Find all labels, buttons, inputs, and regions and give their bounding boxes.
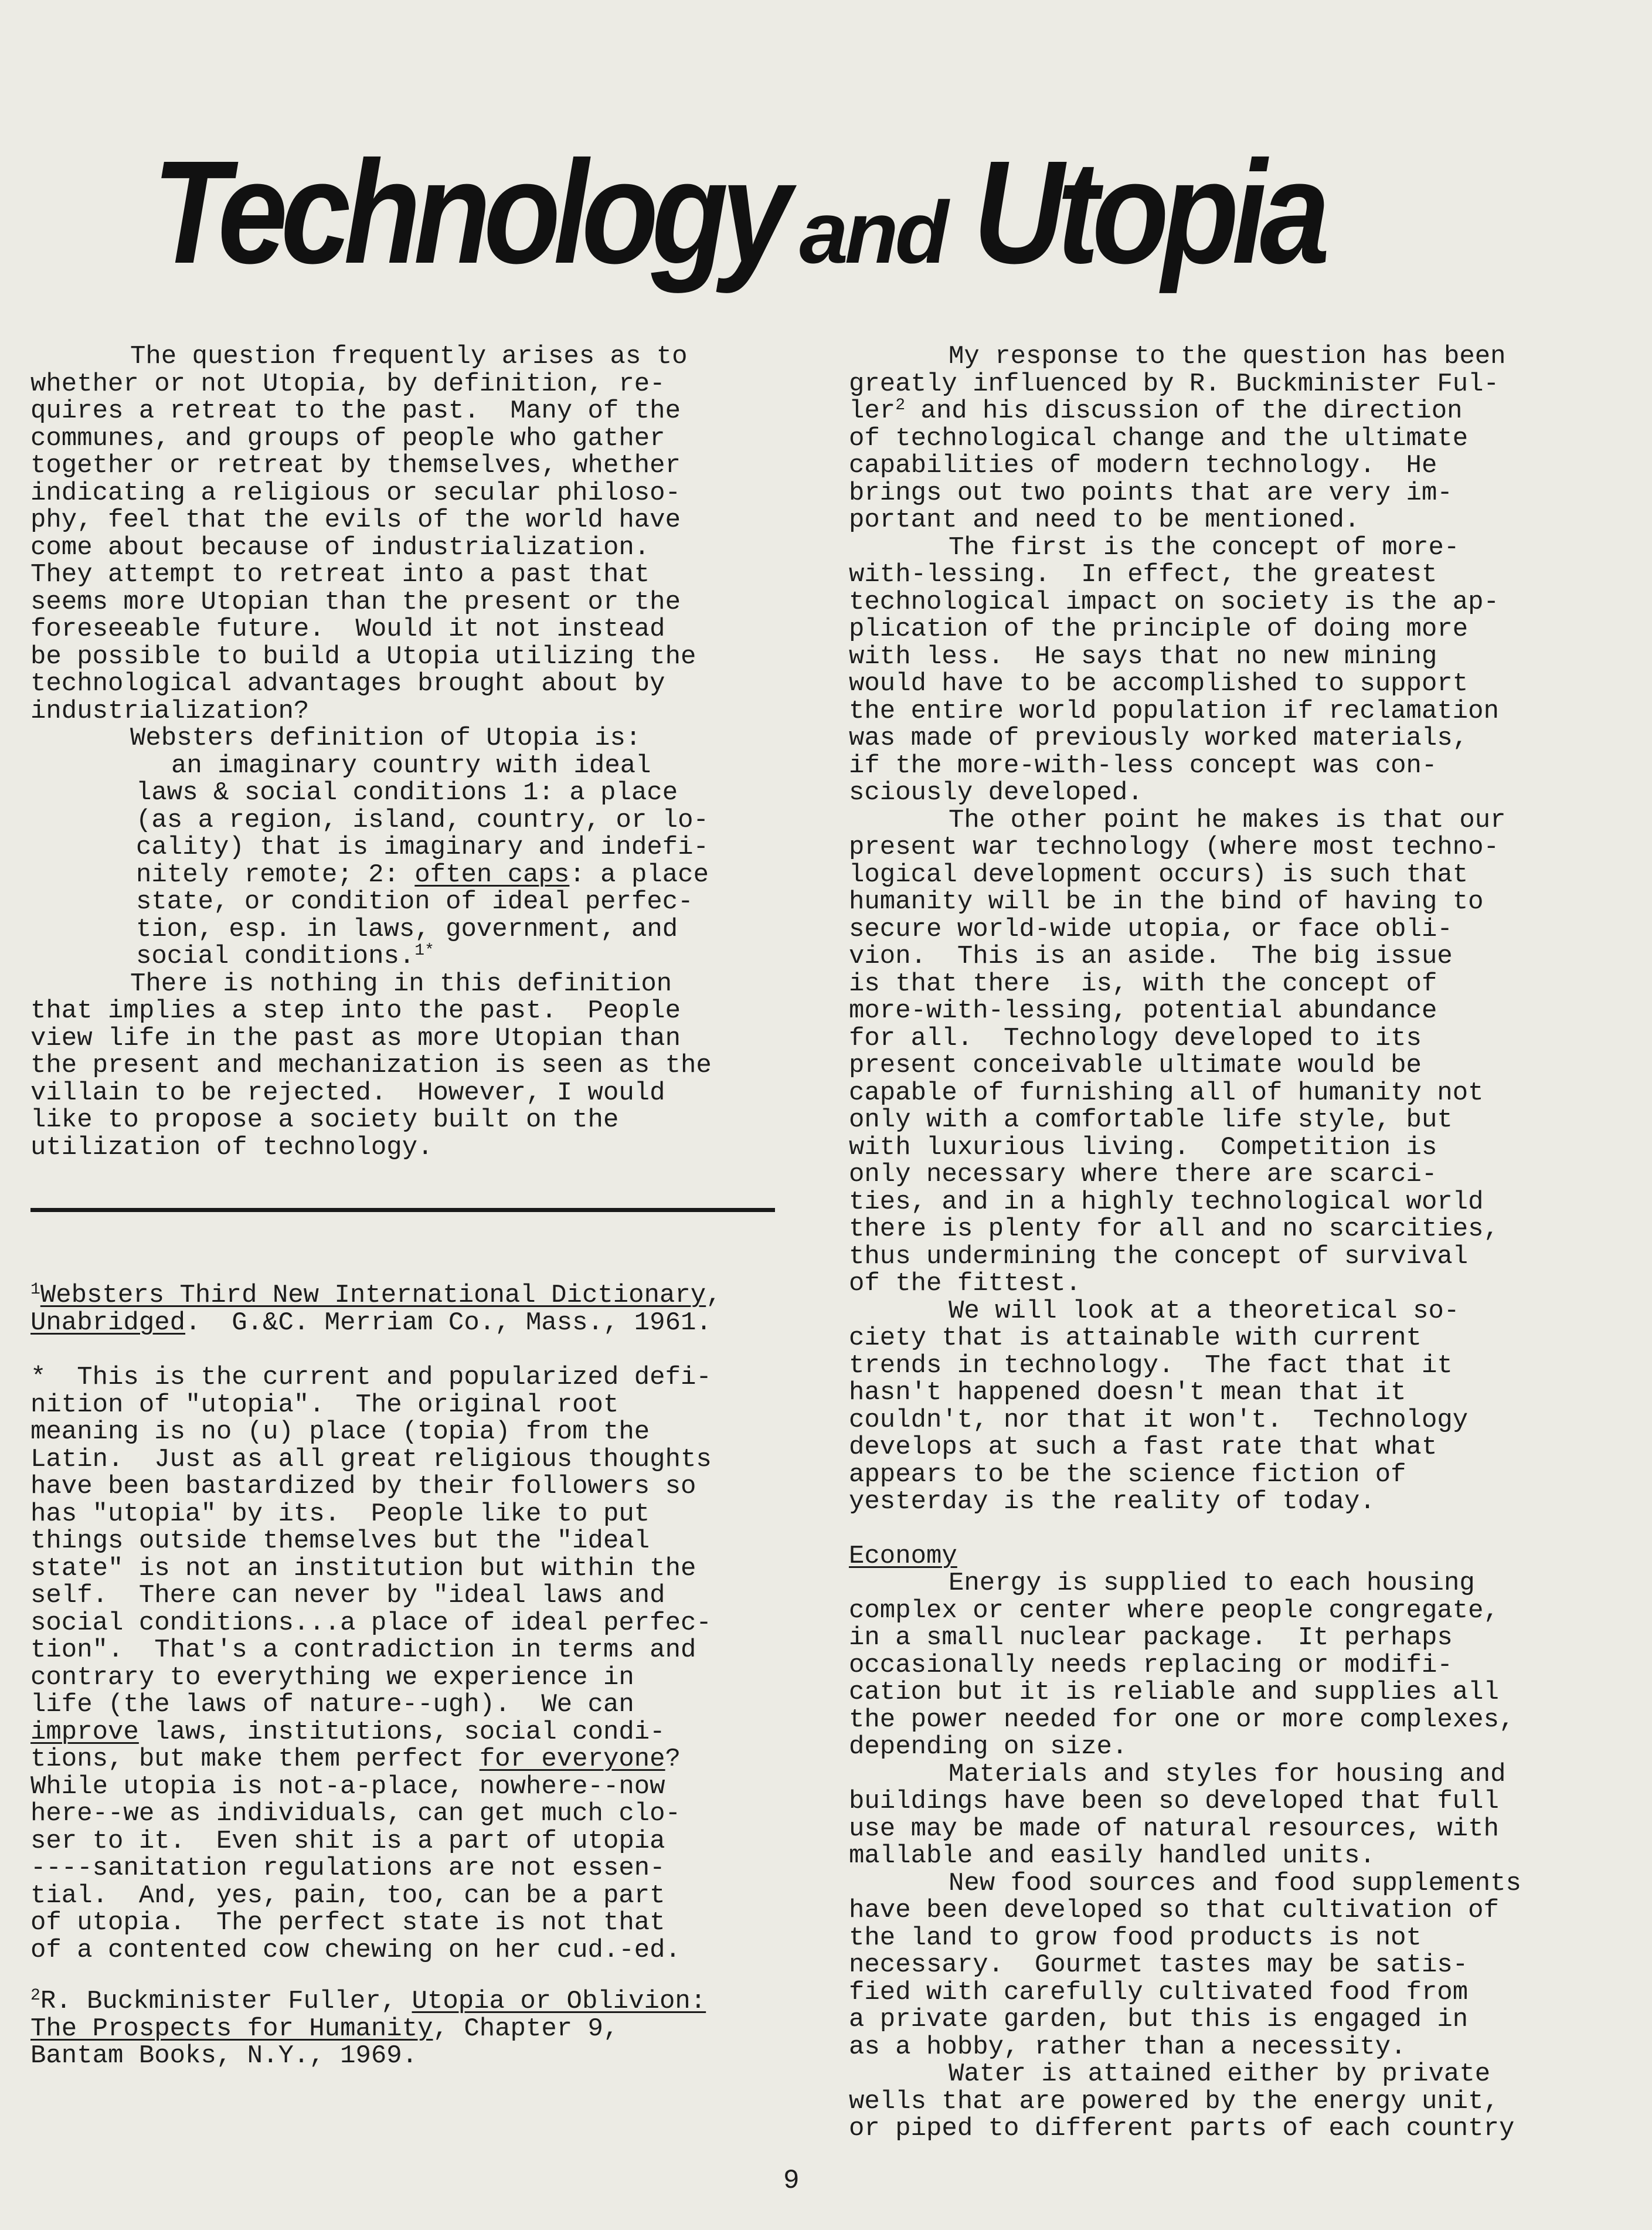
text-segment: ? [665, 1744, 681, 1774]
text-line: a private garden, but this is engaged in [849, 2005, 1469, 2034]
text-line: trends in technology. The fact that it [849, 1350, 1453, 1380]
right-para-6 [849, 1761, 1629, 1870]
definition-intro: Websters definition of Utopia is: [130, 724, 641, 753]
text-line: ----sanitation regulations are not essen- [30, 1854, 665, 1883]
text-line: in a small nuclear package. It perhaps [849, 1623, 1453, 1652]
text-line: use may be made of natural resources, with [849, 1814, 1499, 1844]
text-line: seems more Utopian than the present or the [30, 587, 681, 617]
footnote-2 [30, 1988, 793, 2070]
text-line [849, 398, 1629, 425]
right-para-7 [849, 1870, 1629, 2061]
text-line: whether or not Utopia, by definition, re- [30, 369, 665, 399]
text-line: ser to it. Even shit is a part of utopia [30, 1826, 665, 1856]
text-line: as a hobby, rather than a necessity. [849, 2032, 1406, 2062]
text-segment: nitely remote; 2: [136, 860, 415, 890]
text-line [30, 1746, 793, 1773]
text-line: thus undermining the concept of survival [849, 1241, 1469, 1271]
text-segment: R. Buckminister Fuller, [40, 1987, 412, 2016]
text-line: Water is attained either by private [949, 2059, 1491, 2089]
text-line: humanity will be in the bind of having to [849, 887, 1484, 917]
text-line: social conditions...a place of ideal perfec- [30, 1608, 712, 1638]
text-line: industrialization? [30, 696, 310, 726]
text-line: more-with-lessing, potential abundance [849, 996, 1437, 1026]
text-line: While utopia is not-a-place, nowhere--now [30, 1771, 665, 1801]
text-line: foreseeable future. Would it not instead [30, 615, 665, 644]
text-line: tial. And, yes, pain, too, can be a part [30, 1881, 665, 1910]
text-line: contrary to everything we experience in [30, 1662, 634, 1692]
dictionary-quote [30, 752, 787, 970]
footnote-divider [30, 1208, 775, 1212]
text-line: have been developed so that cultivation of [849, 1896, 1499, 1925]
text-line: capabilities of modern technology. He [849, 451, 1437, 480]
text-line: indicating a religious or secular philoso- [30, 478, 681, 508]
text-line: the entire world population if reclamation [849, 696, 1499, 726]
text-line [136, 861, 787, 889]
text-line: There is nothing in this definition [130, 969, 672, 999]
title-word-and: and [799, 183, 946, 281]
title-word-technology: Technology [152, 130, 785, 294]
footnote-marker: 1 [30, 1281, 40, 1299]
text-line: only with a comfortable life style, but [849, 1105, 1453, 1135]
text-line: life (the laws of nature--ugh). We can [30, 1690, 634, 1719]
text-line: the present and mechanization is seen as the [30, 1051, 712, 1080]
article-title [152, 128, 1501, 304]
editor-note [30, 1364, 793, 1964]
text-line: communes, and groups of people who gather [30, 423, 665, 453]
text-line: was made of previously worked materials, [849, 724, 1469, 753]
text-line: mallable and easily handled units. [849, 1841, 1375, 1871]
text-line: here--we as individuals, can get much clo- [30, 1799, 681, 1828]
text-line [136, 943, 787, 970]
text-line [30, 1282, 793, 1309]
text-segment: : a place [569, 860, 709, 890]
text-line: logical development occurs) is such that [849, 860, 1469, 890]
text-line: couldn't, nor that it won't. Technology [849, 1405, 1469, 1435]
text-line: of a contented cow chewing on her cud.-ed. [30, 1935, 681, 1965]
text-line: the land to grow food products is not [849, 1923, 1422, 1953]
text-line: of utopia. The perfect state is not that [30, 1908, 665, 1937]
title-word-utopia: Utopia [973, 130, 1323, 294]
text-line: has "utopia" by its. People like to put [30, 1499, 650, 1529]
footnote-marker: 2 [30, 1987, 40, 2005]
text-line: fied with carefully cultivated food from [849, 1977, 1469, 2007]
text-line: The question frequently arises as to [130, 342, 688, 371]
text-line: occasionally needs replacing or modifi- [849, 1650, 1453, 1680]
underlined-text: Websters Third New International Dictionary [40, 1281, 706, 1310]
text-line: * This is the current and popularized defi- [30, 1363, 712, 1392]
text-line: plication of the principle of doing more [849, 615, 1469, 644]
text-line: would have to be accomplished to support [849, 669, 1469, 698]
text-line [30, 1309, 793, 1337]
text-line: wells that are powered by the energy unit, [849, 2086, 1499, 2116]
text-line: state, or condition of ideal perfec- [136, 887, 694, 917]
right-para-2 [849, 534, 1629, 807]
text-segment: ler [849, 396, 896, 426]
text-line: be possible to build a Utopia utilizing the [30, 641, 696, 671]
text-line: there is plenty for all and no scarcities, [849, 1214, 1499, 1244]
text-line: (as a region, island, country, or lo- [136, 805, 709, 835]
text-line: secure world-wide utopia, or face obli- [849, 914, 1453, 944]
right-para-5 [849, 1570, 1629, 1761]
text-line: complex or center where people congregate, [849, 1596, 1499, 1625]
text-line: Energy is supplied to each housing [949, 1569, 1475, 1598]
underlined-text: for everyone [479, 1744, 665, 1774]
text-segment: social conditions. [136, 942, 415, 971]
text-line: The other point he makes is that our [949, 805, 1506, 835]
text-line: of technological change and the ultimate [849, 423, 1469, 453]
text-line: Materials and styles for housing and [949, 1759, 1506, 1789]
text-line: for all. Technology developed to its [849, 1023, 1422, 1053]
text-line: cation but it is reliable and supplies all [849, 1678, 1499, 1707]
text-line: is that there is, with the concept of [849, 969, 1437, 999]
text-line: have been bastardized by their followers so [30, 1472, 696, 1501]
text-line: self. There can never by "ideal laws and [30, 1581, 665, 1610]
text-line: We will look at a theoretical so- [949, 1296, 1460, 1326]
text-line: vion. This is an aside. The big issue [849, 942, 1453, 971]
text-line: the power needed for one or more complexes, [849, 1705, 1515, 1735]
text-line: tion, esp. in laws, government, and [136, 914, 678, 944]
underlined-text: Utopia or Oblivion: [412, 1987, 706, 2016]
text-line: My response to the question has been [949, 342, 1506, 371]
underlined-text: Unabridged [30, 1308, 186, 1338]
left-para-3 [30, 970, 787, 1162]
left-column [30, 343, 787, 1161]
text-line: The first is the concept of more- [949, 532, 1460, 562]
text-line: greatly influenced by R. Buckminister Ful- [849, 369, 1499, 399]
text-line: portant and need to be mentioned. [849, 505, 1360, 535]
text-line: with less. He says that no new mining [849, 641, 1437, 671]
text-line: cality) that is imaginary and indefi- [136, 833, 709, 862]
text-line: develops at such a fast rate that what [849, 1433, 1437, 1462]
text-line: with luxurious living. Competition is [849, 1132, 1437, 1162]
text-line: if the more-with-less concept was con- [849, 751, 1437, 780]
text-line: come about because of industrialization. [30, 532, 650, 562]
text-line: technological advantages brought about by [30, 669, 665, 698]
text-line: present war technology (where most techno- [849, 833, 1499, 862]
section-heading-text: Economy [849, 1541, 957, 1571]
text-line [30, 1719, 793, 1746]
text-line: meaning is no (u) place (topia) from the [30, 1417, 650, 1447]
text-line: yesterday is the reality of today. [849, 1487, 1375, 1516]
text-line: Latin. Just as all great religious thoughts [30, 1444, 712, 1474]
text-line: They attempt to retreat into a past that [30, 560, 650, 589]
underlined-text: The Prospects for Humanity [30, 2014, 433, 2044]
text-line: New food sources and food supplements [949, 1868, 1521, 1898]
text-line: sciously developed. [849, 778, 1143, 807]
text-line: tion". That's a contradiction in terms and [30, 1635, 696, 1665]
text-line: villain to be rejected. However, I would [30, 1078, 665, 1108]
text-line: present conceivable ultimate would be [849, 1051, 1422, 1080]
right-para-8 [849, 2061, 1629, 2143]
text-line: that implies a step into the past. People [30, 996, 681, 1026]
right-para-1 [849, 343, 1629, 534]
text-segment: tions, but make them perfect [30, 1744, 480, 1774]
right-para-3 [849, 807, 1629, 1298]
text-line [30, 1988, 793, 2015]
left-para-1 [30, 343, 787, 725]
text-segment: and his discussion of the direction [905, 396, 1463, 426]
right-column [849, 343, 1629, 2143]
text-line: Bantam Books, N.Y., 1969. [30, 2041, 418, 2071]
text-line: phy, feel that the evils of the world have [30, 505, 681, 535]
text-line: only necessary where there are scarci- [849, 1160, 1437, 1189]
text-line: quires a retreat to the past. Many of the [30, 396, 681, 426]
text-line: buildings have been so developed that full [849, 1787, 1499, 1816]
section-heading-economy [849, 1543, 1629, 1570]
text-segment: , [706, 1281, 722, 1310]
text-line: of the fittest. [849, 1269, 1082, 1298]
text-line: with-lessing. In effect, the greatest [849, 560, 1437, 589]
text-line: like to propose a society built on the [30, 1105, 619, 1135]
underlined-text: improve [30, 1717, 139, 1747]
text-line: nition of "utopia". The original root [30, 1390, 619, 1420]
text-line: laws & social conditions 1: a place [136, 778, 678, 807]
text-line: utilization of technology. [30, 1132, 433, 1162]
text-line: view life in the past as more Utopian than [30, 1023, 681, 1053]
text-line: things outside themselves but the "ideal [30, 1526, 650, 1556]
text-segment: , Chapter 9, [433, 2014, 619, 2044]
footnote-marker: 2 [895, 396, 906, 415]
text-line: state" is not an institution but within the [30, 1553, 696, 1583]
text-line: depending on size. [849, 1732, 1128, 1761]
text-line: capable of furnishing all of humanity not [849, 1078, 1484, 1108]
text-segment: . G.&C. Merriam Co., Mass., 1961. [185, 1308, 712, 1338]
text-line: ties, and in a highly technological world [849, 1187, 1484, 1217]
page-number: 9 [783, 2165, 800, 2196]
text-line: appears to be the science fiction of [849, 1459, 1406, 1489]
footnote-marker: 1* [414, 942, 434, 960]
text-line [30, 2015, 793, 2043]
text-line: brings out two points that are very im- [849, 478, 1453, 508]
underlined-text: often caps [414, 860, 570, 890]
right-para-4 [849, 1298, 1629, 1516]
text-line: together or retreat by themselves, whether [30, 451, 681, 480]
text-line: ciety that is attainable with current [849, 1323, 1422, 1353]
text-segment: laws, institutions, social condi- [138, 1717, 665, 1747]
text-line: necessary. Gourmet tastes may be satis- [849, 1950, 1469, 1980]
footnote-1 [30, 1282, 793, 1336]
text-line: or piped to different parts of each country [849, 2114, 1515, 2143]
text-line: technological impact on society is the ap- [849, 587, 1499, 617]
text-line: hasn't happened doesn't mean that it [849, 1378, 1406, 1407]
text-line: an imaginary country with ideal [171, 751, 651, 780]
